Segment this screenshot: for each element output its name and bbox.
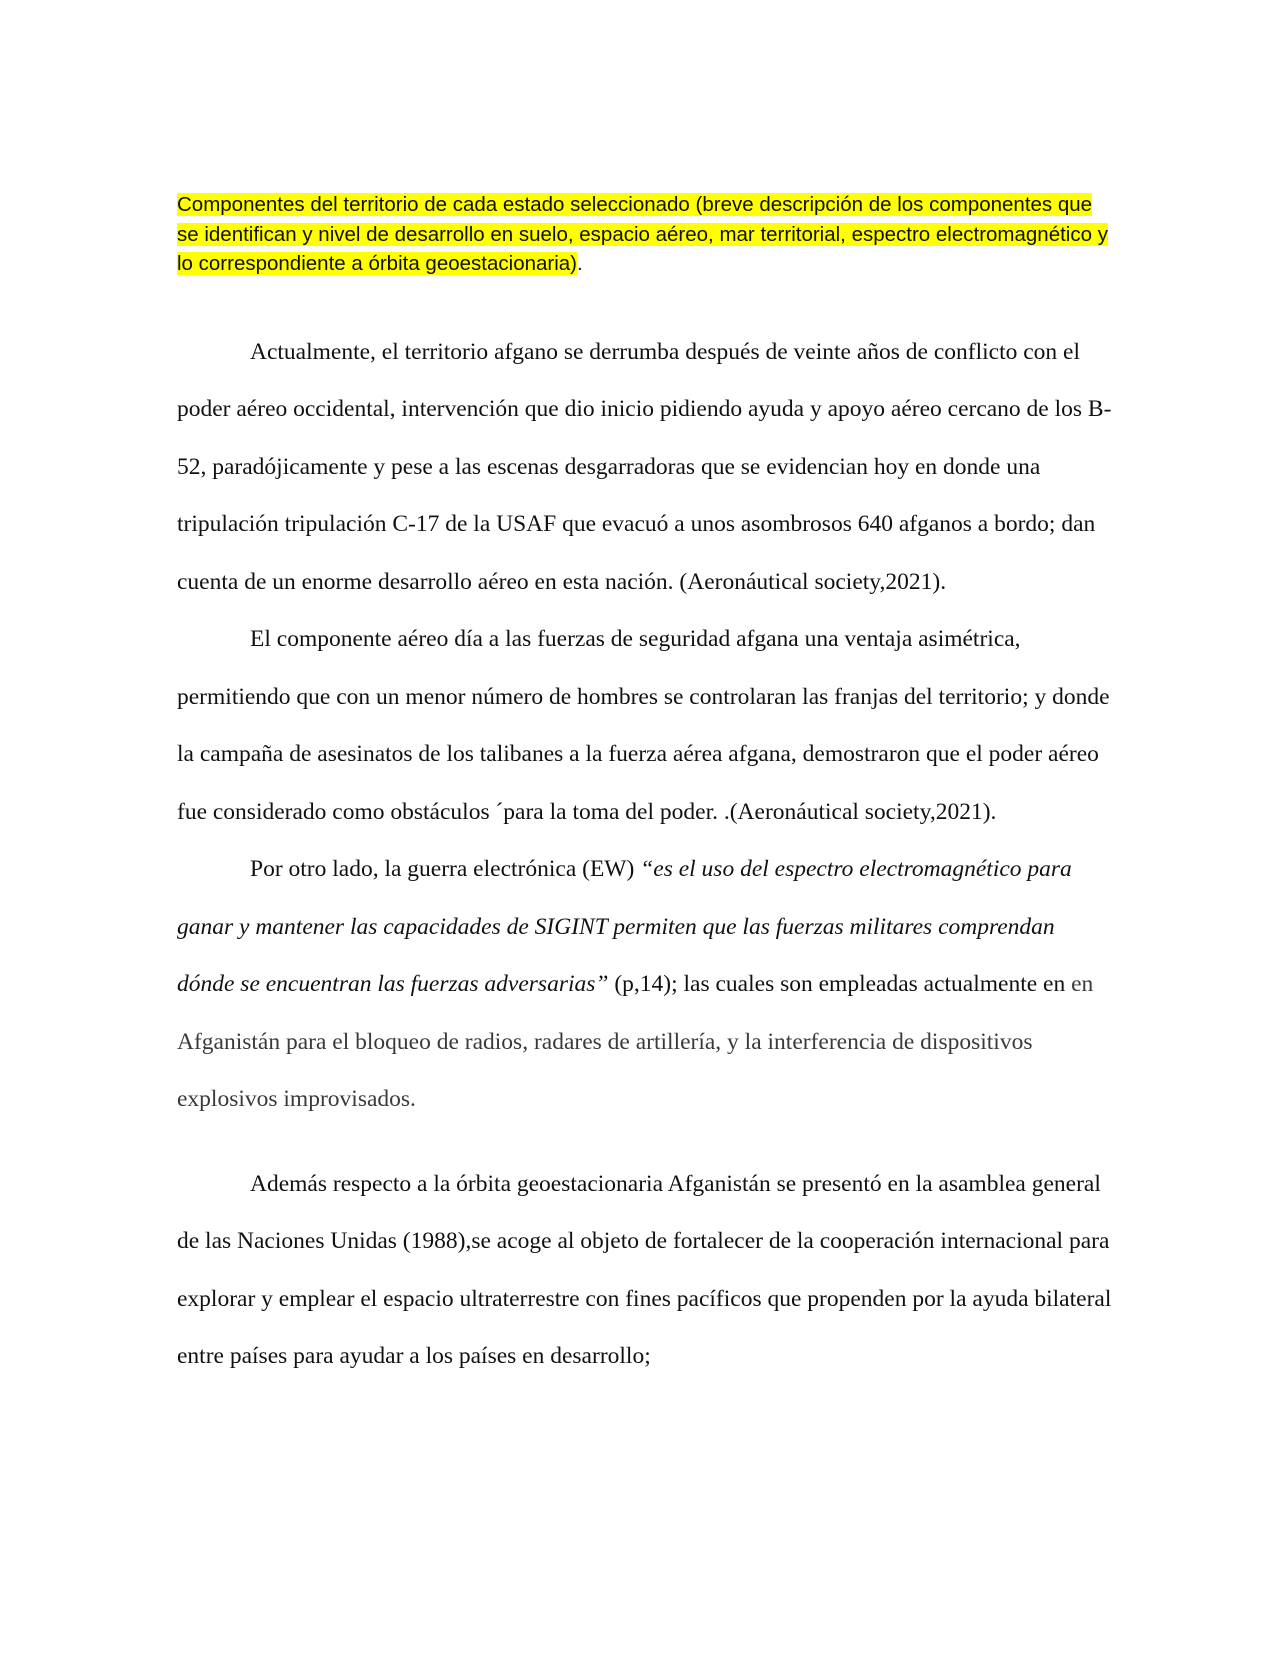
paragraph-4: Además respecto a la órbita geoestacionaria Afganistán se presentó en la asamblea general de las Naciones Unidas (1988),se acoge al objeto de fortalecer de la cooperación internacional para explorar y emplear el espacio ultraterrestre con fines pacíficos que propenden por la ayuda bilateral entre países para ayudar a los países en desarrollo; [177,1170,1112,1369]
paragraph-3-tail: en Afganistán para el bloqueo de radios, radares de artillería, y la interferencia de dispositivos explosivos improvisados. [177,971,1094,1112]
paragraph-2: El componente aéreo día a las fuerzas de seguridad afgana una ventaja asimétrica, permitiendo que con un menor número de hombres se controlaran las franjas del territorio; y donde la campaña de asesinatos de los talibanes a la fuerza aérea afgana, demostraron que el poder aéreo fue considerado como obstáculos ´para la toma del poder. .(Aeronáutical society,2021). [177,626,1110,825]
highlighted-heading-text: Componentes del territorio de cada estado seleccionado (breve descripción de los componentes que se identifican y nivel de desarrollo en suelo, espacio aéreo, mar territorial, espectro electromagnético y lo correspondiente a órbita geoestacionaria) [177,193,1108,275]
section-heading [177,190,1112,279]
heading-trailing-period: . [577,252,583,275]
paragraph-1: Actualmente, el territorio afgano se derrumba después de veinte años de conflicto con el poder aéreo occidental, intervención que dio inicio pidiendo ayuda y apoyo aéreo cercano de los B-52, paradójicamente y pese a las escenas desgarradoras que se evidencian hoy en donde una tripulación tripulación C-17 de la USAF que evacuó a unos asombrosos 640 afganos a bordo; dan cuenta de un enorme desarrollo aéreo en esta nación. (Aeronáutical society,2021). [177,338,1112,595]
paragraph-3-lead: Por otro lado, la guerra electrónica (EW) [250,856,641,882]
paragraph-3-quote: “es el uso del espectro electromagnético para ganar y mantener las capacidades de SIGINT permiten que las fuerzas militares comprendan dónde se encuentran las fuerzas adversarias” [177,856,1072,997]
paragraph-3 [177,841,1112,1129]
document-body [177,190,1112,1386]
paragraph-3-middle: (p,14); las cuales son empleadas actualmente en [608,971,1072,997]
